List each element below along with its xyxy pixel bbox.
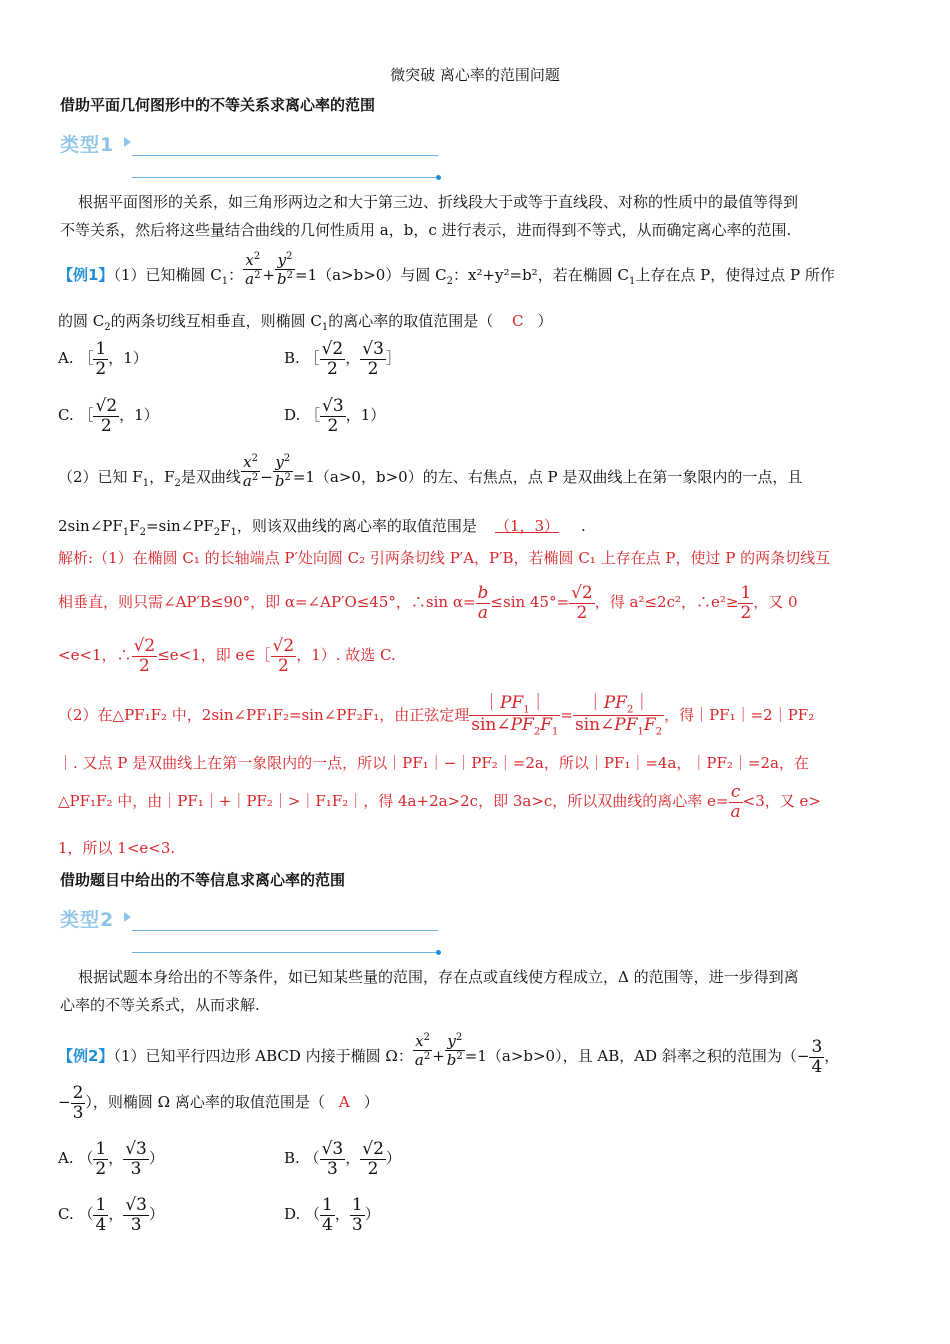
solution1-line3: <e<1，∴ $\frac{√2}{2}$ ≤e<1，即 e∈［ $\frac{√2}{2}$ ，1）. 故选 C. (58, 636, 396, 676)
example2-line1: 【例2】（1）已知平行四边形 ABCD 内接于椭圆 Ω： $\frac{x^2}{a^2}$ + $\frac{y^2}{b^2}$ =1（a>b>0），且 AB，AD 斜率之积的范围为（− $\frac{3}{4}$ ， (58, 1032, 840, 1077)
page-title: 微突破 离心率的范围问题 (390, 66, 560, 84)
banner-underline (132, 930, 438, 931)
example1-answer: C (512, 312, 524, 330)
example2-tag: 【例2】 (58, 1047, 114, 1066)
intro2-line1: 根据试题本身给出的不等条件，如已知某些量的范围，存在点或直线使方程成立，Δ 的范围等，进一步得到离 (78, 968, 799, 986)
example1-tag: 【例1】 (58, 266, 114, 284)
solution2-line2: ｜. 又点 P 是双曲线上在第一象限内的一点，所以｜PF₁｜−｜PF₂｜=2a，所以｜PF₁｜=4a，｜PF₂｜=2a，在 (58, 754, 809, 772)
example1-part2-answer: （1，3） (494, 517, 560, 535)
section-heading-1: 借助平面几何图形中的不等关系求离心率的范围 (60, 96, 376, 114)
banner-underline (132, 155, 438, 156)
banner-dot-icon (436, 950, 441, 955)
banner-dot-icon (436, 175, 441, 180)
solution2-line4: 1，所以 1<e<3. (58, 839, 176, 857)
solution-label: 解析: (58, 549, 94, 567)
example2-option-c: C. （ $\frac{1}{4}$ ， $\frac{√3}{3}$ ） (58, 1195, 164, 1235)
example2-line2: − $\frac{2}{3}$ ），则椭圆 Ω 离心率的取值范围是（ A ） (58, 1083, 379, 1123)
example2-option-b: B. （ $\frac{√3}{3}$ ， $\frac{√2}{2}$ ） (284, 1139, 401, 1179)
example1-part2-line1: （2）已知 $F_1$，$F_2$是双曲线 $\frac{x^2}{a^2}$ − $\frac{y^2}{b^2}$ =1（a>0，b>0）的左、右焦点，点 P 是双曲线上在第一象限内的一点，且 (58, 453, 803, 490)
example1-line2: 的圆 $C_2$的两条切线互相垂直，则椭圆 $C_1$的离心率的取值范围是（ C ） (58, 312, 553, 333)
example2-option-d: D. （ $\frac{1}{4}$ ， $\frac{1}{3}$ ） (284, 1195, 380, 1235)
example1-option-b: B. ［ $\frac{√2}{2}$ ， $\frac{√3}{2}$ ］ (284, 339, 401, 379)
example2-answer: A (338, 1093, 350, 1112)
banner-arrow-icon (124, 912, 131, 922)
example1-option-d: D. ［ $\frac{√3}{2}$ ，1） (284, 396, 386, 436)
section-heading-2: 借助题目中给出的不等信息求离心率的范围 (60, 871, 346, 889)
banner-rule (132, 177, 438, 178)
intro2-line2: 心率的不等关系式，从而求解. (60, 996, 260, 1014)
solution2-line1: （2）在△PF₁F₂ 中，2sin∠PF₁F₂=sin∠PF₂F₁，由正弦定理 $\frac{|PF_1|}{\sin\angle PF_2F_1}$ = $\frac{|PF_2|}{\sin\angle PF_1F_2}$ ，得｜PF₁｜=2｜PF₂ (58, 693, 815, 738)
solution2-line3: △PF₁F₂ 中，由｜PF₁｜+｜PF₂｜>｜F₁F₂｜，得 4a+2a>2c，即 3a>c，所以双曲线的离心率 e= $\frac{c}{a}$ <3，又 e> (58, 782, 821, 822)
type-banner-2: 类型2 (60, 909, 115, 931)
type-banner-1: 类型1 (60, 134, 115, 156)
banner-arrow-icon (124, 137, 131, 147)
example1-option-c: C. ［ $\frac{√2}{2}$ ，1） (58, 396, 159, 436)
intro1-line1: 根据平面图形的关系，如三角形两边之和大于第三边、折线段大于或等于直线段、对称的性质中的最值等得到 (78, 193, 799, 211)
solution1-line1: 解析:（1）在椭圆 C₁ 的长轴端点 P′处向圆 C₂ 引两条切线 P′A，P′B，若椭圆 C₁ 上存在点 P，使过 P 的两条切线互 (58, 549, 831, 567)
example1-line1: 【例1】（1）已知椭圆 $C_1$： $\frac{x^2}{a^2}$ + $\frac{y^2}{b^2}$ =1（a>b>0）与圆 $C_2$：x²+y²=b²，若在椭圆 $C_1$上存在点 P，使得过点 P 所作 (58, 251, 835, 288)
example2-option-a: A. （ $\frac{1}{2}$ ， $\frac{√3}{3}$ ） (58, 1139, 164, 1179)
solution1-line2: 相垂直，则只需∠AP′B≤90°，即 α=∠AP′O≤45°，∴sin α= $\frac{b}{a}$ ≤sin 45°= $\frac{√2}{2}$ ，得 a²≤2c²，∴e²≥ $\frac{1}{2}$ ，又 0 (58, 583, 798, 623)
intro1-line2: 不等关系，然后将这些量结合曲线的几何性质用 a，b，c 进行表示，进而得到不等式，从而确定离心率的范围. (60, 221, 792, 239)
banner-rule (132, 952, 438, 953)
example1-option-a: A. ［ $\frac{1}{2}$ ，1） (58, 339, 148, 379)
example1-part2-line2: $2\sin\angle PF_1F_2=\sin\angle PF_2F_1$，则该双曲线的离心率的取值范围是 （1，3） . (58, 517, 586, 538)
